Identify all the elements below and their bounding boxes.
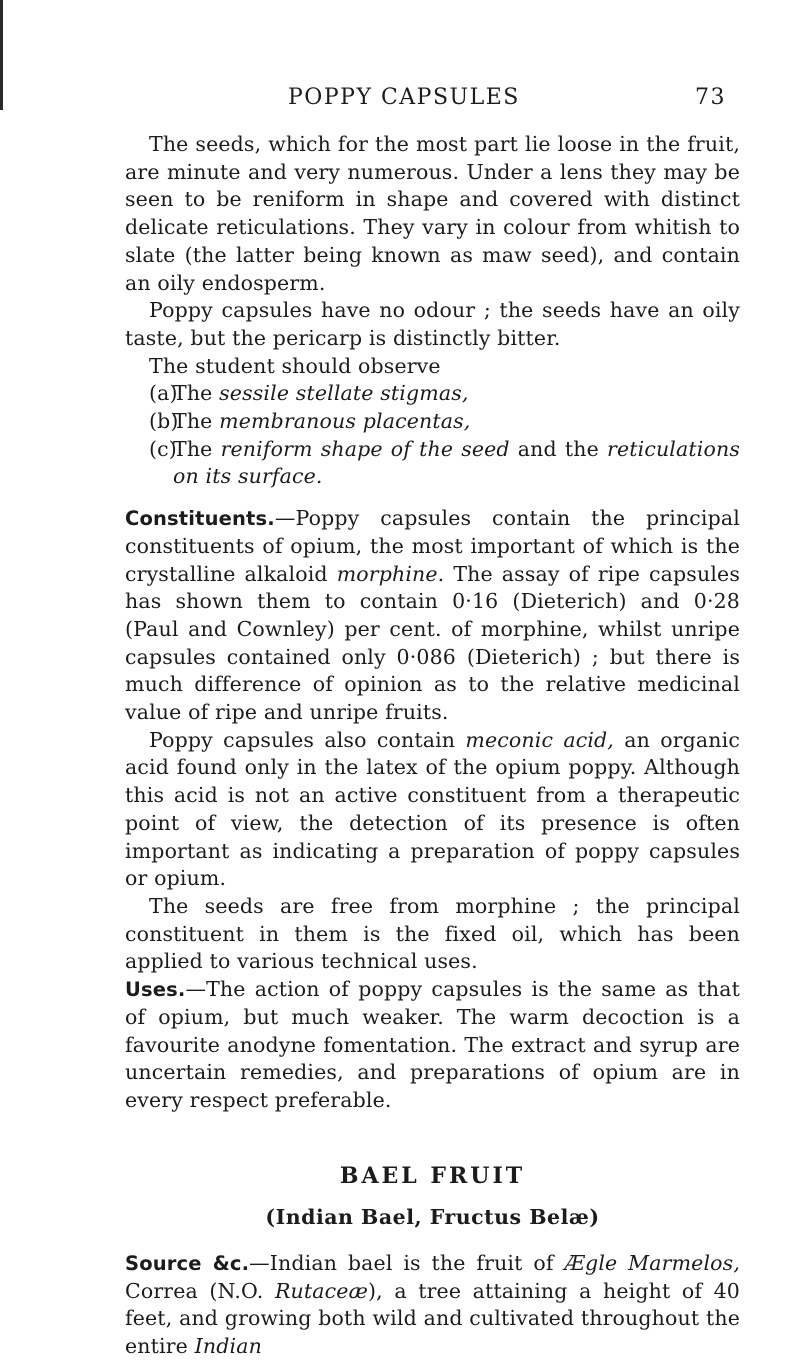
constituents-text-2: The assay of ripe capsules has shown them to contain 0·16 (Dieterich) and 0·28 (Paul and Cownley) per cent. of morphine, whilst unripe capsules contained only 0·086 (Dieterich) ; but there is much difference of opinion as to the relative medicinal value of ripe and unripe fruits. bbox=[125, 561, 740, 725]
paragraph-seeds-oil: The seeds are free from morphine ; the principal constituent in them is the fixed oil, which has been applied to various technical uses. bbox=[125, 893, 740, 974]
list-text: The bbox=[173, 409, 220, 434]
list-emphasis: reniform shape of the seed bbox=[220, 436, 510, 461]
source-heading: Source &c. bbox=[125, 1252, 250, 1276]
uses-text: —The action of poppy capsules is the same as that of opium, but much weaker. The warm decoction is a favourite anodyne fomentation. The extract and syrup are uncertain remedies, and preparations of opium are in every respect preferable. bbox=[125, 977, 740, 1112]
source-emphasis-3: Indian bbox=[194, 1334, 262, 1359]
meconic-emphasis: meconic acid, bbox=[465, 727, 614, 752]
paragraph-constituents bbox=[125, 505, 740, 727]
source-text-1: —Indian bael is the fruit of bbox=[249, 1251, 565, 1276]
list-text: The bbox=[173, 436, 221, 461]
list-emphasis: sessile stellate stigmas, bbox=[219, 381, 469, 406]
uses-heading: Uses. bbox=[125, 978, 186, 1002]
source-text-3: ), a tree attaining a height of 40 feet, and growing both wild and cultivated throughout the entire bbox=[125, 1278, 740, 1359]
list-item bbox=[125, 380, 740, 408]
source-text-2: Correa (N.O. bbox=[125, 1278, 275, 1303]
page-number: 73 bbox=[695, 85, 726, 110]
list-text: and the bbox=[509, 436, 607, 461]
meconic-text-1: Poppy capsules also contain bbox=[149, 727, 466, 752]
paragraph-student-observe: The student should observe bbox=[149, 353, 441, 378]
list-emphasis: reticulations on its surface. bbox=[173, 436, 740, 489]
observation-list bbox=[125, 380, 740, 491]
list-label: (a) bbox=[149, 381, 178, 406]
paragraph-uses bbox=[125, 976, 740, 1115]
paragraph-source bbox=[125, 1250, 740, 1361]
meconic-text-2: an organic acid found only in the latex of the opium poppy. Although this acid is not an active constituent from a therapeutic point of view, the detection of its presence is often important as indicating a preparation of poppy capsules or opium. bbox=[125, 727, 740, 891]
section-title-bael-fruit: BAEL FRUIT bbox=[339, 1162, 526, 1189]
list-item bbox=[125, 408, 740, 436]
list-emphasis: membranous placentas, bbox=[219, 409, 471, 434]
list-label: (b) bbox=[149, 409, 179, 434]
constituents-heading: Constituents. bbox=[125, 507, 275, 531]
list-item bbox=[125, 436, 740, 491]
paragraph-seeds-description: The seeds, which for the most part lie loose in the fruit, are minute and very numerous. Under a lens they may be seen to be reniform in shape and covered with distinct delicate reticulations. They vary in colour from whitish to slate (the latter being known as maw seed), and contain an oily endosperm. bbox=[125, 132, 740, 295]
constituents-text-1: —Poppy capsules contain the principal constituents of opium, the most important of which is the crystalline alkaloid bbox=[125, 506, 740, 586]
running-title: POPPY CAPSULES bbox=[288, 85, 520, 110]
section-subtitle: (Indian Bael, Fructus Belæ) bbox=[265, 1205, 600, 1230]
paragraph-meconic-acid bbox=[125, 727, 740, 893]
list-label: (c) bbox=[149, 436, 177, 461]
main-text bbox=[125, 131, 740, 1361]
constituents-emphasis: morphine. bbox=[336, 561, 445, 586]
list-text: The bbox=[173, 381, 220, 406]
paragraph-odour-taste: Poppy capsules have no odour ; the seeds have an oily taste, but the pericarp is distinctly bitter. bbox=[125, 298, 740, 350]
source-emphasis-1: Ægle Marmelos, bbox=[564, 1251, 740, 1276]
source-emphasis-2: Rutaceæ bbox=[274, 1278, 368, 1303]
